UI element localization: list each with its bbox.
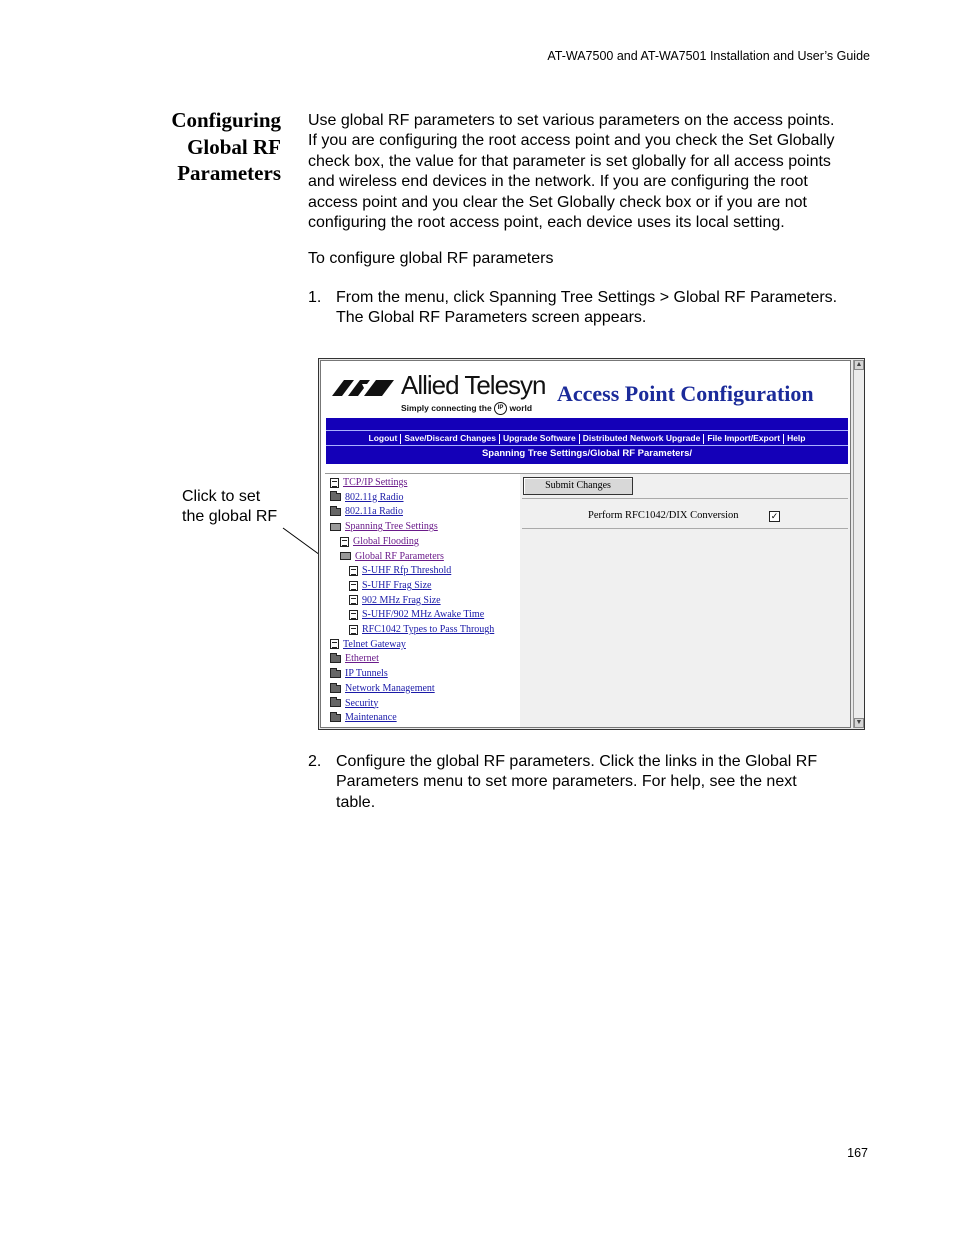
nav-logout[interactable]: Logout: [368, 433, 398, 443]
intro-line: Use global RF parameters to set various parameters on the access points.: [308, 112, 835, 129]
menu-item-802-11g-radio[interactable]: [330, 492, 404, 503]
submit-changes-button[interactable]: Submit Changes: [523, 477, 633, 495]
page-icon: [340, 537, 349, 547]
menu-item-label[interactable]: Global RF Parameters: [355, 550, 444, 562]
menu-item-label[interactable]: S-UHF/902 MHz Awake Time: [362, 609, 485, 621]
breadcrumb: Spanning Tree Settings/Global RF Parameters/: [481, 448, 693, 459]
rfc1042-conversion-checkbox[interactable]: ✓: [770, 511, 779, 521]
page-icon: [349, 581, 358, 591]
app-title: Access Point Configuration: [557, 381, 814, 406]
tagline-text: Simply connecting the: [401, 402, 492, 413]
content-pane: [520, 473, 850, 728]
step-number: 1.: [308, 289, 322, 306]
intro-paragraph: [308, 111, 878, 233]
menu-item-label[interactable]: Maintenance: [345, 712, 397, 724]
step-line: Parameters menu to set more parameters. For help, see the next: [336, 773, 797, 791]
menu-item-label[interactable]: S-UHF Rfp Threshold: [362, 565, 452, 577]
menu-item-label[interactable]: 802.11g Radio: [345, 491, 404, 503]
procedure-intro: To configure global RF parameters: [308, 250, 554, 267]
intro-line: check box, the value for that parameter is set globally for all access points: [308, 152, 831, 170]
brand-name: Allied Telesyn: [401, 370, 546, 400]
menu-tree: [325, 473, 522, 728]
step-line: From the menu, click Spanning Tree Settings > Global RF Parameters.: [336, 289, 838, 306]
rfc1042-conversion-label: Perform RFC1042/DIX Conversion: [588, 510, 739, 521]
ip-icon: IP: [494, 402, 507, 415]
menu-item-spanning-tree-settings[interactable]: [330, 521, 438, 532]
running-header: AT-WA7500 and AT-WA7501 Installation and User’s Guide: [547, 49, 870, 63]
heading-line: Configuring: [171, 108, 281, 132]
menu-item-label[interactable]: 902 MHz Frag Size: [362, 594, 441, 606]
intro-line: If you are configuring the root access point and you check the Set Globally: [308, 132, 835, 150]
menu-item-902-mhz-frag-size[interactable]: [349, 595, 441, 606]
menu-item-802-11a-radio[interactable]: [330, 506, 403, 517]
vertical-scrollbar[interactable]: [853, 360, 864, 728]
folder-icon: [330, 655, 341, 663]
folder-icon: [330, 685, 341, 693]
menu-item-label[interactable]: Security: [345, 697, 379, 709]
menu-item-label[interactable]: 802.11a Radio: [345, 506, 403, 518]
step-line: The Global RF Parameters screen appears.: [336, 309, 647, 327]
step-number: 2.: [308, 753, 322, 770]
page-number: 167: [847, 1146, 868, 1160]
menu-item-security[interactable]: [330, 698, 378, 709]
step-line: table.: [336, 793, 376, 811]
menu-item-label[interactable]: Telnet Gateway: [343, 638, 406, 650]
nav-file-import-export[interactable]: File Import/Export: [707, 433, 781, 443]
menu-item-label[interactable]: Spanning Tree Settings: [345, 521, 438, 533]
menu-item-tcp-ip-settings[interactable]: [330, 477, 407, 488]
menu-item-label[interactable]: TCP/IP Settings: [343, 477, 408, 488]
menu-item-ip-tunnels[interactable]: [330, 668, 388, 679]
open-folder-icon: [340, 552, 351, 560]
brand-tagline: [401, 402, 532, 415]
brand-header: [325, 364, 849, 418]
menu-item-ethernet[interactable]: [330, 653, 379, 664]
folder-icon: [330, 699, 341, 707]
intro-line: configuring the root access point, each device uses its local setting.: [308, 214, 785, 232]
scroll-up-icon[interactable]: ▲: [855, 361, 863, 368]
nav-upgrade-software[interactable]: Upgrade Software: [502, 433, 576, 443]
folder-icon: [330, 493, 341, 501]
nav-links: [326, 433, 848, 444]
page-icon: [349, 610, 358, 620]
menu-item-global-rf-parameters[interactable]: [340, 551, 444, 562]
menu-item-s-uhf-902-mhz-awake-time[interactable]: [349, 609, 484, 620]
callout-line: the global RF: [182, 507, 278, 525]
menu-item-label[interactable]: Ethernet: [345, 653, 379, 665]
allied-telesyn-logo-icon: [332, 378, 398, 396]
nav-distributed-upgrade[interactable]: Distributed Network Upgrade: [582, 433, 701, 443]
page-icon: [330, 478, 339, 488]
menu-item-network-management[interactable]: [330, 683, 435, 694]
nav-bar: [326, 418, 848, 464]
tagline-text: world: [509, 402, 533, 413]
page-icon: [349, 566, 358, 576]
open-folder-icon: [330, 523, 341, 531]
page-icon: [349, 625, 358, 635]
intro-line: access point and you clear the Set Globally check box or if you are not: [308, 193, 807, 211]
menu-item-s-uhf-rfp-threshold[interactable]: [349, 565, 451, 576]
folder-icon: [330, 670, 341, 678]
callout-label: [182, 487, 277, 526]
intro-line: and wireless end devices in the network. If you are configuring the root: [308, 173, 808, 191]
nav-help[interactable]: Help: [787, 433, 806, 443]
screenshot-frame: [318, 358, 865, 730]
nav-save-discard[interactable]: Save/Discard Changes: [404, 433, 496, 443]
folder-icon: [330, 714, 341, 722]
page-icon: [349, 595, 358, 605]
menu-item-rfc1042-types-to-pass-through[interactable]: [349, 624, 494, 635]
heading-line: Global RF: [187, 134, 281, 159]
menu-item-label[interactable]: Network Management: [345, 682, 435, 694]
browser-viewport: [320, 360, 851, 728]
step-line: Configure the global RF parameters. Click the links in the Global RF: [336, 753, 818, 770]
menu-item-s-uhf-frag-size[interactable]: [349, 580, 431, 591]
menu-item-global-flooding[interactable]: [340, 536, 419, 547]
menu-item-label[interactable]: IP Tunnels: [345, 668, 388, 680]
menu-item-label[interactable]: S-UHF Frag Size: [362, 579, 432, 591]
menu-item-label[interactable]: RFC1042 Types to Pass Through: [362, 624, 495, 635]
menu-item-label[interactable]: Global Flooding: [353, 535, 419, 547]
menu-item-maintenance[interactable]: [330, 712, 397, 723]
heading-line: Parameters: [177, 161, 281, 185]
callout-line: Click to set: [182, 488, 261, 505]
section-heading: [120, 107, 281, 187]
folder-icon: [330, 508, 341, 516]
page-icon: [330, 639, 339, 649]
scroll-down-icon[interactable]: ▼: [855, 719, 863, 726]
menu-item-telnet-gateway[interactable]: [330, 639, 406, 650]
